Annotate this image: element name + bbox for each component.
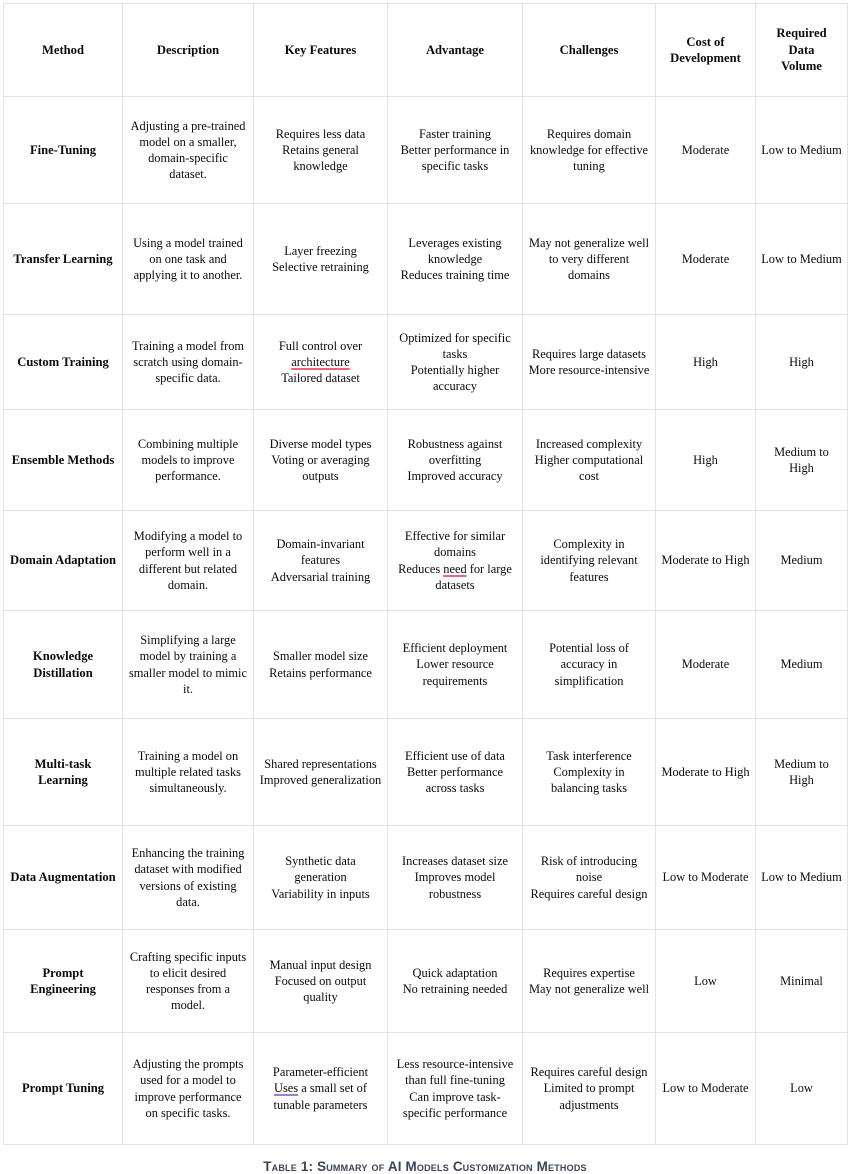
cell-key-features bbox=[254, 511, 388, 611]
cell-method bbox=[4, 511, 123, 611]
cell-line: Moderate to High bbox=[661, 553, 750, 568]
cell-cost-of-development bbox=[656, 511, 756, 611]
cell-required-data-volume bbox=[756, 511, 848, 611]
cell-line: Low to Moderate bbox=[662, 1081, 749, 1096]
cell-challenges bbox=[523, 410, 656, 511]
cell-line: Medium to High bbox=[774, 756, 829, 787]
cell-line: Low to Medium bbox=[761, 142, 842, 157]
cell-challenges bbox=[523, 719, 656, 826]
column-header-advantage-label: Advantage bbox=[425, 42, 485, 57]
table-caption: Table 1: Summary of AI Models Customization Methods bbox=[263, 1159, 587, 1174]
cell-key-features bbox=[254, 410, 388, 511]
cell-advantage bbox=[388, 611, 523, 719]
cell-advantage bbox=[388, 97, 523, 204]
cell-line: Transfer Learning bbox=[13, 251, 113, 266]
header-line: Development bbox=[670, 51, 741, 65]
cell-line: Domain Adaptation bbox=[9, 553, 117, 568]
cell-line: Improved accuracy bbox=[407, 469, 503, 484]
cell-advantage bbox=[388, 1033, 523, 1145]
cell-method bbox=[4, 315, 123, 410]
table-header-row bbox=[4, 4, 848, 97]
cell-method bbox=[4, 719, 123, 826]
cell-cost-of-development bbox=[656, 611, 756, 719]
cell-line: Variability in inputs bbox=[271, 886, 370, 901]
cell-line: Crafting specific inputs to elicit desired responses from a model. bbox=[129, 949, 247, 1013]
cell-line: Prompt Engineering bbox=[30, 965, 96, 996]
cell-method bbox=[4, 410, 123, 511]
cell-challenges bbox=[523, 826, 656, 930]
cell-method bbox=[4, 930, 123, 1033]
column-header-advantage bbox=[388, 4, 523, 97]
cell-required-data-volume bbox=[756, 611, 848, 719]
cell-line: Low to Medium bbox=[761, 870, 842, 885]
cell-description bbox=[123, 1033, 254, 1145]
table-row bbox=[4, 410, 848, 511]
cell-line: High bbox=[789, 354, 814, 369]
table-row bbox=[4, 97, 848, 204]
cell-line: Requires careful design bbox=[530, 886, 648, 901]
cell-key-features bbox=[254, 97, 388, 204]
column-header-challenges-label: Challenges bbox=[559, 42, 619, 57]
cell-description bbox=[123, 204, 254, 315]
cell-advantage bbox=[388, 315, 523, 410]
column-header-cost-of-development bbox=[656, 4, 756, 97]
cell-required-data-volume bbox=[756, 204, 848, 315]
cell-line: Higher computational cost bbox=[534, 452, 644, 484]
cell-line: Efficient deployment bbox=[402, 641, 508, 656]
column-header-required-data-volume bbox=[756, 4, 848, 97]
cell-cost-of-development bbox=[656, 826, 756, 930]
column-header-description-label: Description bbox=[156, 42, 220, 57]
cell-description bbox=[123, 315, 254, 410]
cell-challenges bbox=[523, 611, 656, 719]
cell-line: Knowledge Distillation bbox=[32, 649, 94, 680]
cell-line: Complexity in identifying relevant features bbox=[540, 537, 638, 584]
cell-line: Retains performance bbox=[269, 665, 372, 680]
cell-line: Moderate bbox=[681, 142, 730, 157]
cell-required-data-volume bbox=[756, 1033, 848, 1145]
table-row bbox=[4, 1033, 848, 1145]
cell-challenges bbox=[523, 315, 656, 410]
cell-description bbox=[123, 611, 254, 719]
cell-key-features bbox=[254, 719, 388, 826]
cell-line: Parameter-efficient bbox=[272, 1065, 369, 1080]
cell-line: Better performance in specific tasks bbox=[400, 142, 510, 174]
cell-line: Potentially higher accuracy bbox=[410, 363, 500, 394]
cell-line: Reduces need for large datasets bbox=[398, 561, 512, 592]
cell-method bbox=[4, 826, 123, 930]
cell-line: Improved generalization bbox=[259, 773, 382, 787]
cell-cost-of-development bbox=[656, 410, 756, 511]
cell-line: Prompt Tuning bbox=[21, 1081, 104, 1096]
cell-line: Risk of introducing noise bbox=[540, 854, 638, 885]
cell-line: Training a model from scratch using domain-specific data. bbox=[131, 338, 245, 386]
cell-line: Tailored dataset bbox=[281, 371, 360, 386]
cell-key-features bbox=[254, 611, 388, 719]
cell-line: No retraining needed bbox=[402, 982, 508, 996]
cell-required-data-volume bbox=[756, 97, 848, 204]
cell-required-data-volume bbox=[756, 410, 848, 511]
cell-line: Adjusting a pre-trained model on a smaller, domain-specific dataset. bbox=[130, 118, 246, 182]
column-header-cost-of-development-label bbox=[661, 34, 750, 67]
cell-cost-of-development bbox=[656, 204, 756, 315]
cell-method bbox=[4, 611, 123, 719]
cell-line: Task interference bbox=[546, 748, 632, 763]
cell-description bbox=[123, 410, 254, 511]
cell-line: Layer freezing bbox=[284, 243, 357, 258]
cell-line: Requires less data bbox=[275, 126, 366, 141]
cell-advantage bbox=[388, 410, 523, 511]
cell-line: Quick adaptation bbox=[412, 965, 498, 980]
spellcheck-underline: architecture bbox=[291, 354, 350, 369]
cell-description bbox=[123, 97, 254, 204]
cell-line: Diverse model types bbox=[269, 436, 372, 451]
cell-line: Full control over architecture bbox=[278, 338, 363, 369]
table-row bbox=[4, 826, 848, 930]
cell-key-features bbox=[254, 315, 388, 410]
cell-line: High bbox=[693, 452, 718, 467]
cell-line: Adversarial training bbox=[270, 569, 371, 584]
cell-line: May not generalize well bbox=[528, 982, 650, 996]
cell-cost-of-development bbox=[656, 97, 756, 204]
cell-line: Simplifying a large model by training a smaller model to mimic it. bbox=[128, 633, 248, 696]
table-body bbox=[4, 97, 848, 1145]
cell-key-features bbox=[254, 930, 388, 1033]
cell-line: Medium bbox=[780, 553, 823, 568]
cell-line: Focused on output quality bbox=[274, 973, 367, 1005]
header-line: Volume bbox=[781, 59, 822, 74]
cell-line: Manual input design bbox=[269, 957, 372, 972]
cell-line: Retains general knowledge bbox=[282, 142, 359, 174]
grammarcheck-underline: Uses bbox=[274, 1081, 299, 1096]
cell-description bbox=[123, 930, 254, 1033]
cell-required-data-volume bbox=[756, 826, 848, 930]
cell-key-features bbox=[254, 204, 388, 315]
cell-challenges bbox=[523, 1033, 656, 1145]
cell-advantage bbox=[388, 719, 523, 826]
cell-line: Smaller model size bbox=[273, 649, 368, 664]
header-line: Cost of bbox=[686, 34, 725, 49]
cell-line: Faster training bbox=[419, 126, 491, 141]
cell-line: Reduces training time bbox=[400, 268, 510, 283]
cell-line: Multi-task Learning bbox=[34, 756, 92, 787]
column-header-description bbox=[123, 4, 254, 97]
cell-line: Low bbox=[790, 1081, 813, 1096]
column-header-method-label: Method bbox=[42, 42, 84, 57]
table-row bbox=[4, 204, 848, 315]
cell-line: Uses a small set of tunable parameters bbox=[273, 1081, 368, 1112]
cell-line: Synthetic data generation bbox=[285, 854, 356, 885]
column-header-required-data-volume-label bbox=[761, 25, 842, 74]
cell-line: Training a model on multiple related tasks simultaneously. bbox=[135, 748, 241, 796]
cell-line: Efficient use of data bbox=[405, 748, 505, 763]
table-header bbox=[4, 4, 848, 97]
cell-line: Enhancing the training dataset with modified versions of existing data. bbox=[131, 846, 245, 909]
cell-required-data-volume bbox=[756, 719, 848, 826]
cell-line: Complexity in balancing tasks bbox=[550, 764, 628, 796]
cell-line: Limited to prompt adjustments bbox=[543, 1081, 635, 1112]
cell-challenges bbox=[523, 97, 656, 204]
cell-cost-of-development bbox=[656, 719, 756, 826]
header-line: Data bbox=[788, 42, 815, 57]
cell-description bbox=[123, 511, 254, 611]
cell-line: Effective for similar domains bbox=[404, 529, 506, 560]
cell-line: May not generalize well to very different domains bbox=[528, 235, 650, 283]
cell-line: Leverages existing knowledge bbox=[408, 235, 502, 266]
cell-line: Can improve task-specific performance bbox=[402, 1089, 508, 1120]
cell-line: Minimal bbox=[780, 973, 823, 988]
cell-line: Shared representations bbox=[264, 756, 377, 771]
table-page bbox=[0, 3, 850, 1174]
cell-line: Requires careful design bbox=[530, 1065, 648, 1080]
column-header-key-features-label: Key Features bbox=[284, 42, 357, 57]
cell-cost-of-development bbox=[656, 315, 756, 410]
column-header-key-features bbox=[254, 4, 388, 97]
cell-challenges bbox=[523, 511, 656, 611]
spellcheck-underline: need bbox=[443, 561, 467, 576]
cell-line: Adjusting the prompts used for a model to improve performance on specific tasks. bbox=[132, 1057, 244, 1120]
cell-line: Moderate to High bbox=[661, 764, 750, 779]
cell-line: Moderate bbox=[681, 251, 730, 266]
cell-required-data-volume bbox=[756, 930, 848, 1033]
cell-method bbox=[4, 204, 123, 315]
cell-line: Better performance across tasks bbox=[407, 764, 503, 796]
cell-line: Requires domain knowledge for effective tuning bbox=[529, 126, 649, 174]
cell-challenges bbox=[523, 204, 656, 315]
cell-line: Selective retraining bbox=[272, 260, 369, 274]
cell-line: Improves model robustness bbox=[414, 870, 496, 901]
cell-cost-of-development bbox=[656, 930, 756, 1033]
cell-challenges bbox=[523, 930, 656, 1033]
cell-advantage bbox=[388, 826, 523, 930]
header-line: Required bbox=[776, 26, 827, 41]
cell-line: Optimized for specific tasks bbox=[399, 330, 511, 361]
cell-line: Less resource-intensive than full fine-tuning bbox=[396, 1057, 514, 1088]
cell-line: Robustness against overfitting bbox=[407, 436, 503, 467]
cell-line: Ensemble Methods bbox=[11, 452, 115, 467]
cell-cost-of-development bbox=[656, 1033, 756, 1145]
cell-line: Modifying a model to perform well in a different but related domain. bbox=[133, 529, 243, 592]
table-row bbox=[4, 930, 848, 1033]
cell-line: Increased complexity bbox=[535, 436, 643, 451]
cell-description bbox=[123, 826, 254, 930]
cell-advantage bbox=[388, 511, 523, 611]
cell-method bbox=[4, 1033, 123, 1145]
cell-line: Potential loss of accuracy in simplification bbox=[549, 641, 629, 688]
cell-line: High bbox=[693, 354, 718, 369]
table-row bbox=[4, 611, 848, 719]
cell-line: Requires large datasets bbox=[531, 346, 646, 361]
cell-line: Low bbox=[694, 973, 717, 988]
cell-line: Domain-invariant features bbox=[276, 537, 365, 568]
cell-required-data-volume bbox=[756, 315, 848, 410]
cell-description bbox=[123, 719, 254, 826]
cell-line: Low to Medium bbox=[761, 251, 842, 266]
cell-line: Combining multiple models to improve performance. bbox=[137, 436, 239, 484]
cell-line: Increases dataset size bbox=[402, 854, 508, 869]
cell-line: Voting or averaging outputs bbox=[271, 452, 370, 484]
cell-key-features bbox=[254, 826, 388, 930]
cell-advantage bbox=[388, 930, 523, 1033]
cell-line: Lower resource requirements bbox=[416, 657, 494, 688]
column-header-challenges bbox=[523, 4, 656, 97]
cell-line: Using a model trained on one task and applying it to another. bbox=[133, 235, 243, 283]
table-row bbox=[4, 719, 848, 826]
summary-table bbox=[3, 3, 848, 1145]
cell-line: Custom Training bbox=[17, 354, 109, 369]
cell-line: Data Augmentation bbox=[10, 870, 116, 885]
table-row bbox=[4, 511, 848, 611]
cell-line: Requires expertise bbox=[543, 965, 635, 980]
cell-advantage bbox=[388, 204, 523, 315]
cell-line: Fine-Tuning bbox=[29, 142, 97, 157]
table-row bbox=[4, 315, 848, 410]
cell-line: Moderate bbox=[681, 657, 730, 672]
cell-line: Medium bbox=[780, 657, 823, 672]
cell-method bbox=[4, 97, 123, 204]
cell-line: Medium to High bbox=[774, 444, 829, 475]
column-header-method bbox=[4, 4, 123, 97]
cell-key-features bbox=[254, 1033, 388, 1145]
cell-line: More resource-intensive bbox=[528, 363, 650, 377]
cell-line: Low to Moderate bbox=[662, 870, 749, 885]
